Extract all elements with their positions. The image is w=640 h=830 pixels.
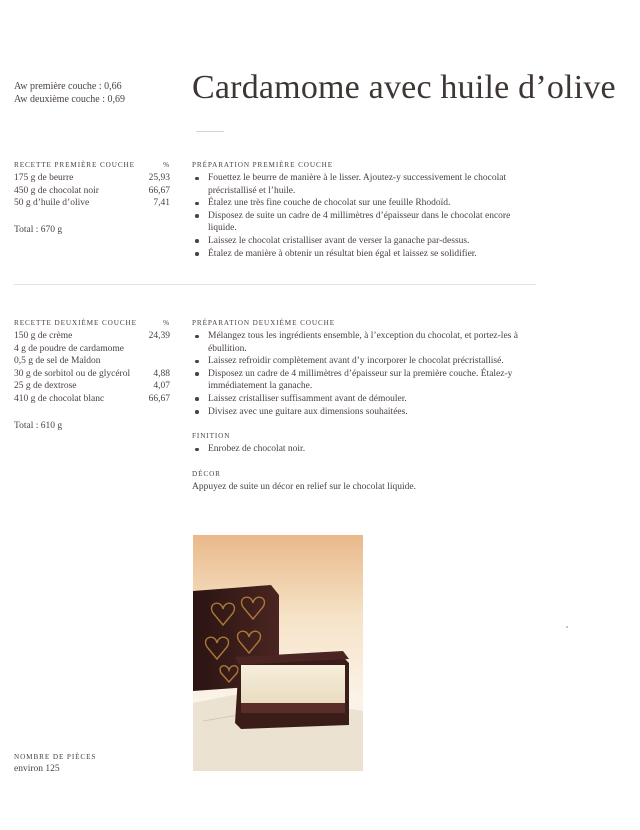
step-list [192, 330, 537, 418]
decor-section [192, 469, 537, 494]
recipe-first-heading: RECETTE PREMIÈRE COUCHE [14, 161, 135, 169]
pieces-heading: NOMBRE DE PIÈCES [14, 753, 97, 761]
ingredient-row [14, 172, 170, 185]
title-divider [196, 131, 224, 132]
ingredient-row [14, 330, 170, 343]
ingredient-name: 50 g d’huile d’olive [14, 198, 90, 209]
finition-section [192, 431, 537, 456]
step-item: Étalez une très fine couche de chocolat sur une feuille Rhodoïd. [192, 197, 537, 210]
ingredient-name: 4 g de poudre de cardamome [14, 343, 124, 354]
pieces-section [14, 752, 96, 776]
decor-text: Appuyez de suite un décor en relief sur le chocolat liquide. [192, 481, 416, 492]
percent-header: % [163, 161, 170, 169]
recipe-total: Total : 610 g [14, 420, 63, 431]
water-activity-info [14, 80, 125, 106]
product-photo [193, 535, 363, 771]
page-title: Cardamome avec huile d’olive [192, 69, 616, 106]
ingredient-name: 450 g de chocolat noir [14, 185, 99, 196]
ingredient-percent: 25,93 [148, 173, 170, 183]
step-item: Laissez refroidir complètement avant d’y incorporer le chocolat précristallisé. [192, 355, 537, 368]
finition-heading: FINITION [192, 432, 231, 441]
ingredient-percent: 7,41 [153, 198, 170, 209]
ingredient-percent: 66,67 [148, 185, 170, 196]
ingredient-percent [146, 343, 170, 356]
ingredient-list [14, 172, 170, 210]
recipe-first-layer [14, 160, 170, 236]
step-item: Disposez un cadre de 4 millimètres d’épaisseur sur la première couche. Étalez-y immédiatement la ganache. [192, 368, 537, 393]
step-item: Laissez le chocolat cristalliser avant de verser la ganache par-dessus. [192, 235, 537, 248]
ingredient-percent [146, 355, 170, 368]
speck [566, 626, 568, 628]
aw-second-layer: Aw deuxième couche : 0,69 [14, 94, 125, 105]
preparation-first-heading: PRÉPARATION PREMIÈRE COUCHE [192, 161, 334, 169]
ingredient-name: 150 g de crème [14, 331, 73, 341]
step-list [192, 172, 537, 260]
preparation-first-layer [192, 160, 537, 260]
ingredient-percent: 4,07 [153, 381, 170, 392]
ingredient-row [14, 368, 170, 381]
percent-header: % [163, 319, 170, 327]
recipe-second-layer [14, 318, 170, 432]
ingredient-row [14, 343, 170, 356]
ingredient-percent: 66,67 [148, 393, 170, 404]
ingredient-list [14, 330, 170, 406]
decor-heading: DÉCOR [192, 469, 221, 478]
ingredient-name: 175 g de beurre [14, 173, 74, 183]
step-item: Divisez avec une guitare aux dimensions souhaitées. [192, 406, 537, 419]
section-divider [14, 284, 536, 285]
recipe-second-heading: RECETTE DEUXIÈME COUCHE [14, 319, 137, 327]
step-item: Étalez de manière à obtenir un résultat bien égal et laissez se solidifier. [192, 248, 537, 261]
preparation-second-layer [192, 318, 537, 493]
ingredient-percent: 4,88 [153, 368, 170, 379]
ingredient-name: 30 g de sorbitol ou de glycérol [14, 368, 131, 379]
step-item: Disposez de suite un cadre de 4 millimètres d’épaisseur dans le chocolat encore liquide. [192, 210, 537, 235]
ingredient-row [14, 197, 170, 210]
ingredient-name: 25 g de dextrose [14, 381, 77, 392]
ingredient-name: 0,5 g de sel de Maldon [14, 356, 101, 367]
recipe-total: Total : 670 g [14, 224, 63, 235]
step-item: Mélangez tous les ingrédients ensemble, à l’exception du chocolat, et portez-les à ébullition. [192, 330, 537, 355]
pieces-value: environ 125 [14, 764, 60, 774]
step-item: Laissez cristalliser suffisamment avant de démouler. [192, 393, 537, 406]
ingredient-row [14, 393, 170, 406]
step-item: Enrobez de chocolat noir. [192, 443, 537, 456]
ingredient-name: 410 g de chocolat blanc [14, 393, 105, 404]
step-list [192, 443, 537, 456]
step-item: Fouettez le beurre de manière à le lisser. Ajoutez-y successivement le chocolat précristallisé et l’huile. [192, 172, 537, 197]
ingredient-row [14, 355, 170, 368]
preparation-second-heading: PRÉPARATION DEUXIÈME COUCHE [192, 319, 336, 327]
ingredient-row [14, 380, 170, 393]
ingredient-percent: 24,39 [148, 331, 170, 341]
aw-first-layer: Aw première couche : 0,66 [14, 81, 122, 92]
ingredient-row [14, 185, 170, 198]
